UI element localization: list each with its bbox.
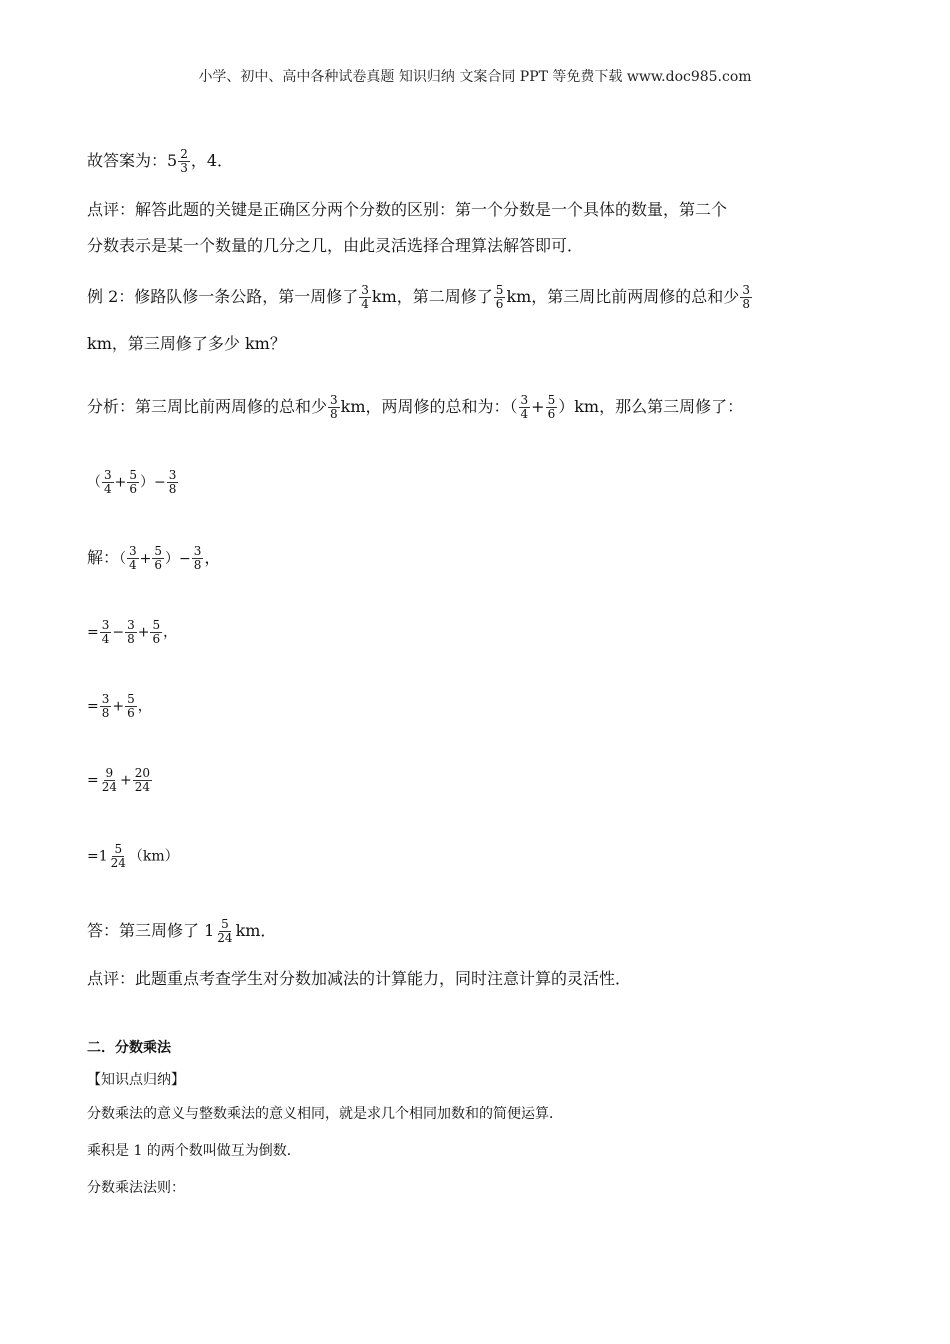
section-paragraph-1: 分数乘法的意义与整数乘法的意义相同，就是求几个相同加数和的简便运算． bbox=[87, 1106, 563, 1122]
numerator: 3 bbox=[193, 544, 202, 558]
numerator: 5 bbox=[547, 393, 556, 407]
numerator: 2 bbox=[180, 147, 188, 161]
fraction bbox=[328, 394, 340, 421]
answer2-text: km． bbox=[235, 921, 277, 940]
denominator: 24 bbox=[134, 780, 151, 794]
fraction bbox=[519, 394, 531, 421]
denominator: 8 bbox=[742, 297, 750, 311]
denominator: 8 bbox=[101, 706, 110, 720]
numerator: 3 bbox=[127, 618, 135, 632]
numerator: 3 bbox=[330, 393, 338, 407]
plus-sign: + bbox=[531, 397, 545, 416]
analysis-text: ）km，那么第三周修了： bbox=[558, 397, 744, 416]
numerator: 5 bbox=[221, 917, 229, 931]
denominator: 24 bbox=[110, 856, 126, 870]
step4-line bbox=[87, 843, 179, 870]
section-paragraph-2: 乘积是 1 的两个数叫做互为倒数． bbox=[87, 1143, 301, 1159]
denominator: 4 bbox=[520, 407, 529, 421]
plus-sign: + bbox=[120, 772, 132, 789]
comma: ， bbox=[163, 624, 178, 641]
fraction bbox=[102, 469, 114, 496]
fraction bbox=[152, 545, 164, 572]
numerator: 5 bbox=[152, 618, 161, 632]
answer2-line bbox=[87, 918, 276, 945]
equals-sign: =1 bbox=[87, 848, 108, 865]
numerator: 3 bbox=[104, 468, 112, 482]
denominator: 8 bbox=[168, 482, 177, 496]
denominator: 6 bbox=[129, 482, 138, 496]
denominator: 4 bbox=[361, 297, 369, 311]
equals-sign: = bbox=[87, 698, 99, 715]
plus-sign: + bbox=[137, 624, 150, 641]
example2-line1 bbox=[87, 284, 753, 311]
denominator: 4 bbox=[101, 632, 110, 646]
solution-label: 解： bbox=[87, 548, 120, 567]
numerator: 3 bbox=[361, 283, 369, 297]
section-title: 二．分数乘法 bbox=[87, 1040, 171, 1056]
step1-line bbox=[87, 619, 177, 646]
paren-close-minus: ）− bbox=[165, 551, 191, 567]
denominator: 4 bbox=[104, 482, 112, 496]
unit-text: （km） bbox=[128, 848, 179, 865]
denominator: 24 bbox=[217, 931, 233, 945]
comment2-line: 点评：此题重点考查学生对分数加减法的计算能力，同时注意计算的灵活性． bbox=[87, 969, 632, 988]
numerator: 5 bbox=[154, 544, 163, 558]
answer-suffix: ，4． bbox=[190, 151, 234, 170]
denominator: 8 bbox=[330, 407, 338, 421]
analysis-line bbox=[87, 394, 743, 421]
fraction bbox=[494, 284, 506, 311]
paren-open: （ bbox=[119, 551, 127, 567]
denominator: 6 bbox=[127, 706, 135, 720]
fraction bbox=[127, 469, 139, 496]
numerator: 3 bbox=[129, 544, 137, 558]
fraction bbox=[178, 148, 190, 175]
comment1-line1: 点评：解答此题的关键是正确区分两个分数的区别：第一个分数是一个具体的数量，第二个 bbox=[87, 200, 728, 219]
section-paragraph-3: 分数乘法法则： bbox=[87, 1180, 185, 1196]
fraction bbox=[133, 767, 152, 794]
fraction bbox=[125, 619, 137, 646]
denominator: 6 bbox=[547, 407, 556, 421]
step2-line bbox=[87, 693, 152, 720]
numerator: 3 bbox=[520, 393, 529, 407]
solution-line bbox=[87, 545, 220, 572]
plus-sign: + bbox=[114, 474, 127, 491]
fraction bbox=[109, 843, 128, 870]
fraction bbox=[150, 619, 162, 646]
knowledge-label: 【知识点归纳】 bbox=[87, 1072, 185, 1088]
denominator: 8 bbox=[193, 558, 202, 572]
comma: ， bbox=[137, 698, 152, 715]
answer-line bbox=[87, 148, 233, 175]
fraction bbox=[125, 693, 137, 720]
expression-line bbox=[87, 469, 179, 496]
answer2-text: 答：第三周修了 1 bbox=[87, 921, 215, 940]
fraction bbox=[740, 284, 752, 311]
answer-whole: 5 bbox=[167, 151, 178, 170]
plus-sign: + bbox=[112, 698, 125, 715]
numerator: 20 bbox=[134, 766, 151, 780]
fraction bbox=[215, 918, 234, 945]
denominator: 8 bbox=[127, 632, 135, 646]
fraction bbox=[359, 284, 371, 311]
equals-sign: = bbox=[87, 772, 99, 789]
comma: ， bbox=[204, 548, 221, 567]
paren-open: （ bbox=[87, 474, 101, 491]
fraction bbox=[192, 545, 204, 572]
minus-sign: − bbox=[112, 624, 125, 641]
numerator: 3 bbox=[168, 468, 177, 482]
fraction bbox=[100, 619, 112, 646]
fraction bbox=[100, 693, 112, 720]
analysis-text: km，两周修的总和为：（ bbox=[340, 397, 518, 416]
example2-text: km，第二周修了 bbox=[371, 287, 493, 306]
page-header: 小学、初中、高中各种试卷真题 知识归纳 文案合同 PPT 等免费下载 www.doc985.com bbox=[198, 69, 752, 85]
fraction bbox=[100, 767, 119, 794]
example2-text: km，第三周比前两周修的总和少 bbox=[506, 287, 740, 306]
example2-line2: km，第三周修了多少 km？ bbox=[87, 334, 286, 353]
numerator: 5 bbox=[114, 842, 123, 856]
fraction bbox=[167, 469, 179, 496]
example2-text: 例 2：修路队修一条公路，第一周修了 bbox=[87, 287, 359, 306]
denominator: 24 bbox=[101, 780, 118, 794]
equals-sign: = bbox=[87, 624, 99, 641]
fraction bbox=[546, 394, 558, 421]
analysis-text: 分析：第三周比前两周修的总和少 bbox=[87, 397, 328, 416]
fraction bbox=[127, 545, 139, 572]
numerator: 5 bbox=[495, 283, 504, 297]
plus-sign: + bbox=[139, 551, 152, 567]
step3-line bbox=[87, 767, 153, 794]
answer-prefix: 故答案为： bbox=[87, 151, 168, 170]
numerator: 3 bbox=[742, 283, 750, 297]
numerator: 9 bbox=[105, 766, 114, 780]
denominator: 6 bbox=[154, 558, 163, 572]
denominator: 4 bbox=[129, 558, 137, 572]
numerator: 5 bbox=[129, 468, 138, 482]
denominator: 6 bbox=[495, 297, 504, 311]
numerator: 5 bbox=[127, 692, 135, 706]
comment1-line2: 分数表示是某一个数量的几分之几，由此灵活选择合理算法解答即可． bbox=[87, 236, 584, 255]
paren-close-minus: ）− bbox=[140, 474, 166, 491]
denominator: 3 bbox=[180, 161, 188, 175]
denominator: 6 bbox=[152, 632, 161, 646]
numerator: 3 bbox=[101, 618, 110, 632]
numerator: 3 bbox=[101, 692, 110, 706]
